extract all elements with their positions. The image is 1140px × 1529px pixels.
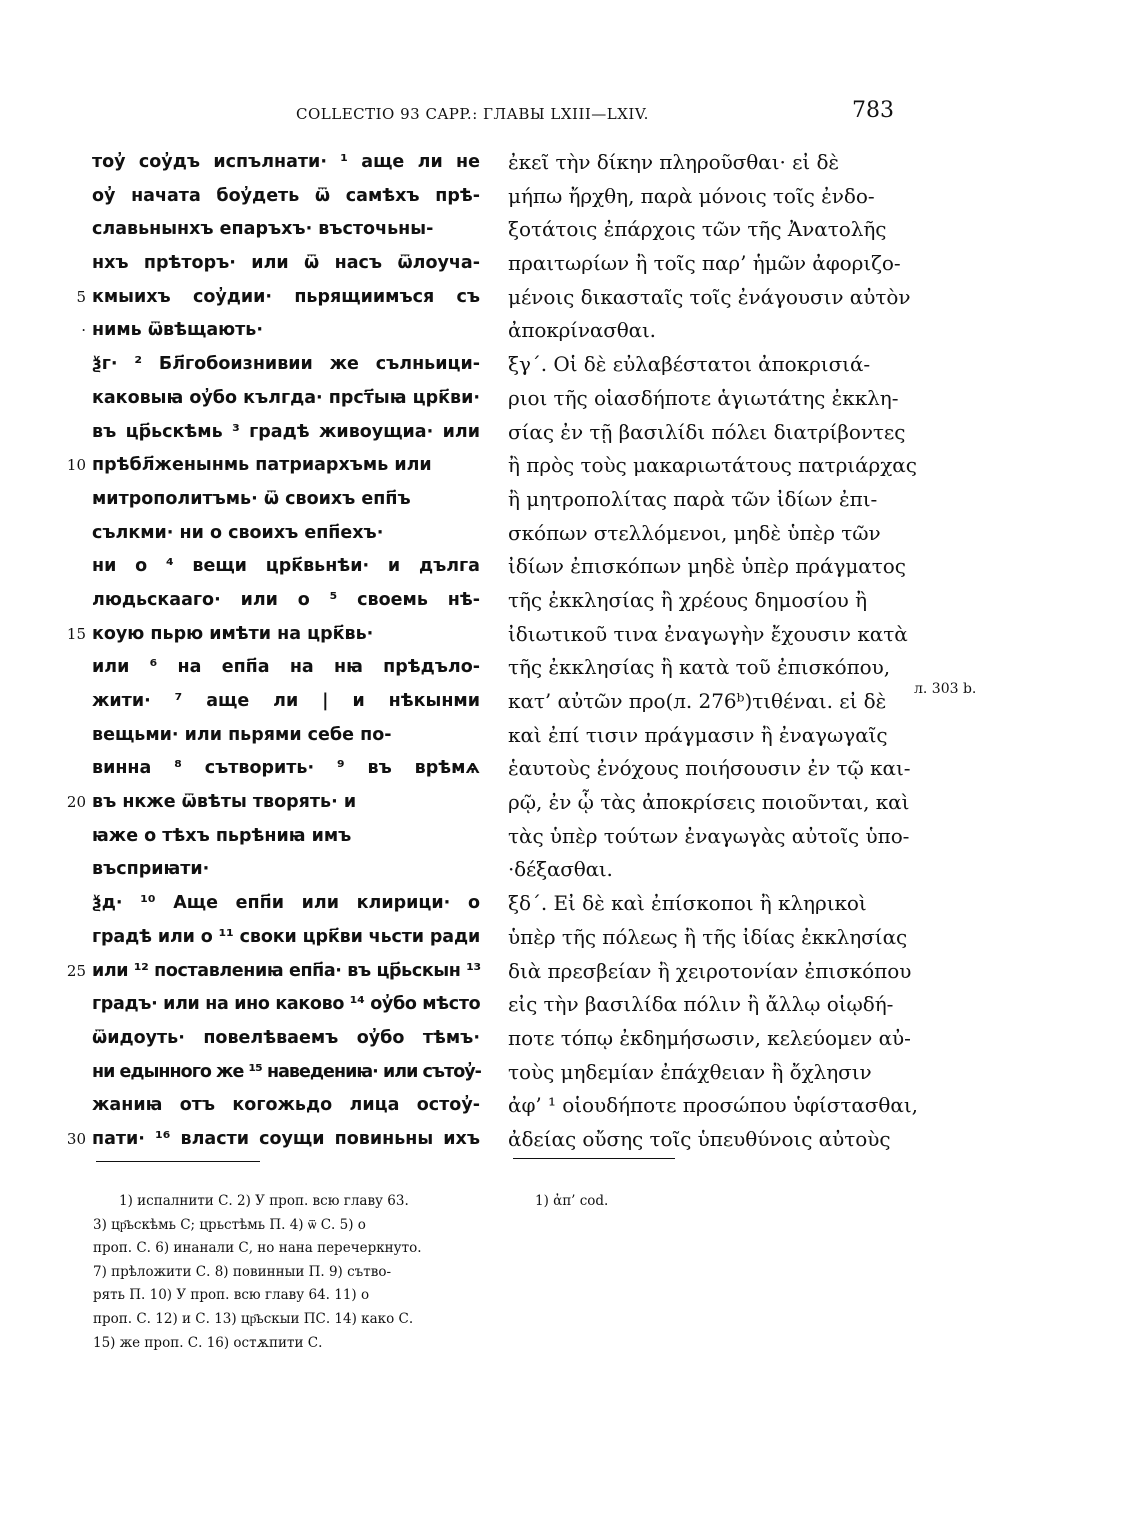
slavonic-text: въсприꙗти·	[92, 859, 210, 880]
footnote-line: 3) цр҃ьскѣмь С; црьстѣмь П. 4) ѿ С. 5) о	[93, 1216, 366, 1233]
line-number: 25	[66, 961, 86, 980]
greek-line: καὶ ἐπί τισιν πράγμασιν ἢ ἐναγωγαῖς	[508, 722, 888, 747]
slavonic-text: кмыихъ соу̓дии· пьрящиимъся съ	[92, 286, 480, 307]
line-number: 15	[66, 624, 86, 643]
slavonic-text: жити· ⁷ аще ли | и нѣкынми	[92, 691, 480, 711]
slavonic-line	[92, 213, 482, 247]
slavonic-line	[66, 1123, 482, 1157]
greek-line: εἰς τὴν βασιλίδα πόλιν ἢ ἄλλῳ οἱῳδή-	[508, 992, 894, 1017]
greek-line: ριοι τῆς οἱασδήποτε ἁγιωτάτης ἐκκλη-	[508, 385, 899, 410]
slavonic-line	[92, 247, 482, 281]
slavonic-line	[92, 483, 482, 517]
greek-line: μήπω ἤρχθη, παρὰ μόνοις τοῖς ἐνδο-	[508, 183, 875, 208]
slavonic-line	[92, 887, 482, 921]
slavonic-text: пати· ¹⁶ власти соущи повиньны ихъ	[92, 1128, 480, 1149]
slavonic-line	[92, 651, 482, 685]
greek-line: τὰς ὑπὲρ τούτων ἐναγωγὰς αὐτοῖς ὑπο-	[508, 823, 910, 848]
greek-line: ξγ΄. Οἱ δὲ εὐλαβέστατοι ἀποκρισιά-	[508, 352, 871, 377]
line-number: 30	[66, 1129, 86, 1148]
slavonic-text: или ⁶ на епп҃а на нꙗ прѣдъло-	[92, 657, 480, 678]
slavonic-line	[92, 550, 482, 584]
slavonic-text: сълкми· ни о своихъ епп҃ехъ·	[92, 522, 384, 543]
line-number: ·	[81, 321, 86, 340]
running-header: COLLECTIO 93 CAPP.: ГЛАВЫ LXIII—LXIV.	[296, 105, 649, 123]
slavonic-line	[81, 314, 482, 348]
slavonic-text: каковыꙗ оу̓бо кългда· прст҃ыꙗ црк҃ви·	[92, 387, 480, 408]
greek-line: πραιτωρίων ἢ τοῖς παρ’ ἡμῶν ἀφοριζο-	[508, 251, 901, 276]
slavonic-text: въ нкже ѿвѣты творять· и	[92, 792, 357, 813]
slavonic-text: тоу̓ соу̓дъ испълнати· ¹ аще ли не	[92, 152, 480, 172]
greek-line: τοὺς μηδεμίαν ἐπάχθειαν ἢ ὄχλησιν	[508, 1059, 872, 1084]
margin-note: л. 303 b.	[914, 681, 977, 697]
slavonic-text: ѯд· ¹⁰ Аще епп҃и или клирици· о	[92, 893, 480, 914]
slavonic-line	[92, 921, 482, 955]
slavonic-line	[92, 752, 482, 786]
slavonic-column	[66, 146, 482, 1157]
slavonic-line	[92, 685, 482, 719]
greek-line: κατ’ αὐτῶν προ(л. 276ᵇ)τιθέναι. εἰ δὲ	[508, 689, 887, 713]
slavonic-line	[92, 584, 482, 618]
slavonic-line	[66, 618, 482, 652]
slavonic-text: коую пьрю имѣти на црк҃вь·	[92, 623, 374, 644]
slavonic-text: ѯг· ² Бл҃гобоизнивии же сълньици-	[92, 354, 480, 375]
greek-line: ἰδιωτικοῦ τινα ἐναγωγὴν ἔχουσιν κατὰ	[508, 621, 908, 646]
footnote-rule-left	[96, 1161, 260, 1162]
footnote-line: рять П. 10) У проп. всю главу 64. 11) о	[93, 1287, 370, 1304]
slavonic-text: винна ⁸ сътворить· ⁹ въ врѣмѧ	[92, 758, 480, 779]
slavonic-text: нхъ прѣторъ· или ѿ насъ ѿлоуча-	[92, 253, 480, 274]
slavonic-text: градѣ или о ¹¹ своки црк҃ви чьсти ради	[92, 926, 481, 947]
greek-line: ἢ πρὸς τοὺς μακαριωτάτους πατριάρχας	[508, 453, 917, 478]
footnote-rule-right	[513, 1158, 675, 1159]
slavonic-text: градъ· или на ино каково ¹⁴ оу̓бо мѣсто	[92, 994, 481, 1015]
slavonic-text: ни о ⁴ вещи црк҃вьнѣи· и дълга	[92, 556, 480, 577]
footnote-line: 7) прѣложити С. 8) повинныи П. 9) сътво-	[93, 1263, 392, 1280]
slavonic-text: ꙗже о тѣхъ пьрѣниꙗ имъ	[92, 825, 352, 846]
slavonic-line	[92, 988, 482, 1022]
footnote-line: проп. С. 6) инанали С, но нана перечеркнуто.	[93, 1240, 422, 1257]
slavonic-text: нимь ѿвѣщають·	[92, 320, 264, 341]
greek-line: ·δέξασθαι.	[508, 857, 613, 882]
slavonic-text: людьскааго· или о ⁵ своемь нѣ-	[92, 589, 480, 610]
greek-line: ἀφ’ ¹ οἱουδήποτε προσώπου ὑφίστασθαι,	[508, 1093, 918, 1118]
greek-column	[508, 146, 918, 1157]
greek-line: μένοις δικασταῖς τοῖς ἐνάγουσιν αὐτὸν	[508, 284, 911, 309]
greek-line: ὑπὲρ τῆς πόλεως ἢ τῆς ἰδίας ἐκκλησίας	[508, 924, 908, 949]
greek-line: τῆς ἐκκλησίας ἢ κατὰ τοῦ ἐπισκόπου,	[508, 655, 891, 680]
slavonic-line	[92, 382, 482, 416]
slavonic-text: жаниꙗ отъ когожьдо лица остоу̓-	[92, 1095, 480, 1116]
slavonic-line	[92, 1022, 482, 1056]
footnote-line: проп. С. 12) и С. 13) цр҃ьскыи ПС. 14) како С.	[93, 1310, 414, 1327]
greek-line: ποτε τόπῳ ἐκδημήσωσιν, κελεύομεν αὐ-	[508, 1025, 911, 1050]
slavonic-line	[92, 180, 482, 214]
slavonic-line	[92, 820, 482, 854]
slavonic-line	[66, 449, 482, 483]
slavonic-text: оу̓ начата боу̓деть ѿ самѣхъ прѣ-	[92, 185, 480, 206]
slavonic-text: вещьми· или пьрями себе по-	[92, 724, 392, 745]
footnote-line: 15) же проп. С. 16) остѫпити С.	[93, 1334, 323, 1351]
slavonic-line	[92, 1056, 482, 1090]
slavonic-text: славьнынхъ епаръхъ· въсточьны-	[92, 219, 434, 240]
footnotes-right: 1) ἀπ’ cod.	[535, 1193, 609, 1209]
greek-line: διὰ πρεσβείαν ἢ χειροτονίαν ἐπισκόπου	[508, 958, 912, 983]
greek-line: ἀδείας οὔσης τοῖς ὑπευθύνοις αὐτοὺς	[508, 1126, 891, 1151]
slavonic-line	[92, 1089, 482, 1123]
slavonic-line	[92, 146, 482, 180]
greek-line: ἢ μητροπολίτας παρὰ τῶν ἰδίων ἐπι-	[508, 486, 878, 511]
line-number: 20	[66, 793, 86, 812]
slavonic-text: ни едынного же ¹⁵ наведениꙗ· или сътоу̓-	[92, 1061, 481, 1082]
slavonic-text: или ¹² поставлениꙗ епп҃а· въ цр҃ьскын ¹³	[92, 960, 481, 981]
greek-line: ἰδίων ἐπισκόπων μηδὲ ὑπὲρ πράγματος	[508, 554, 906, 579]
line-number: 5	[76, 287, 86, 306]
line-number: 10	[66, 456, 86, 475]
greek-line: ρῷ, ἐν ᾧ τὰς ἀποκρίσεις ποιοῦνται, καὶ	[508, 790, 910, 815]
greek-line: ἐκεῖ τὴν δίκην πληροῦσθαι· εἰ δὲ	[508, 150, 840, 174]
slavonic-line	[92, 719, 482, 753]
slavonic-line	[76, 281, 482, 315]
greek-line: ξδ΄. Εἰ δὲ καὶ ἐπίσκοποι ἢ κληρικοὶ	[508, 891, 867, 916]
footnote-line: 1) испалнити С. 2) У проп. всю главу 63.	[119, 1193, 409, 1209]
slavonic-text: митрополитъмь· ѿ своихъ епп҃ъ	[92, 488, 411, 509]
page-number: 783	[852, 98, 894, 123]
greek-line: σκόπων στελλόμενοι, μηδὲ ὑπὲρ τῶν	[508, 520, 881, 545]
greek-line: ἑαυτοὺς ἐνόχους ποιήσουσιν ἐν τῷ και-	[508, 756, 911, 781]
slavonic-line	[92, 517, 482, 551]
greek-line: ἀποκρίνασθαι.	[508, 318, 656, 343]
greek-line: ξοτάτοις ἐπάρχοις τῶν τῆς Ἀνατολῆς	[508, 217, 887, 242]
greek-line: τῆς ἐκκλησίας ἢ χρέους δημοσίου ἢ	[508, 587, 867, 612]
slavonic-line	[66, 955, 482, 989]
footnotes-left	[93, 1190, 488, 1355]
slavonic-line	[92, 348, 482, 382]
slavonic-line	[66, 786, 482, 820]
slavonic-line	[92, 416, 482, 450]
greek-line: σίας ἐν τῇ βασιλίδι πόλει διατρίβοντες	[508, 419, 906, 444]
slavonic-text: въ цр҃ьскѣмь ³ градѣ живоущиа· или	[92, 421, 480, 442]
slavonic-text: прѣбл҃женынмь патриархъмь или	[92, 455, 432, 476]
slavonic-line	[92, 853, 482, 887]
slavonic-text: ѿидоуть· повелѣваемъ оу̓бо тѣмъ·	[92, 1027, 480, 1048]
